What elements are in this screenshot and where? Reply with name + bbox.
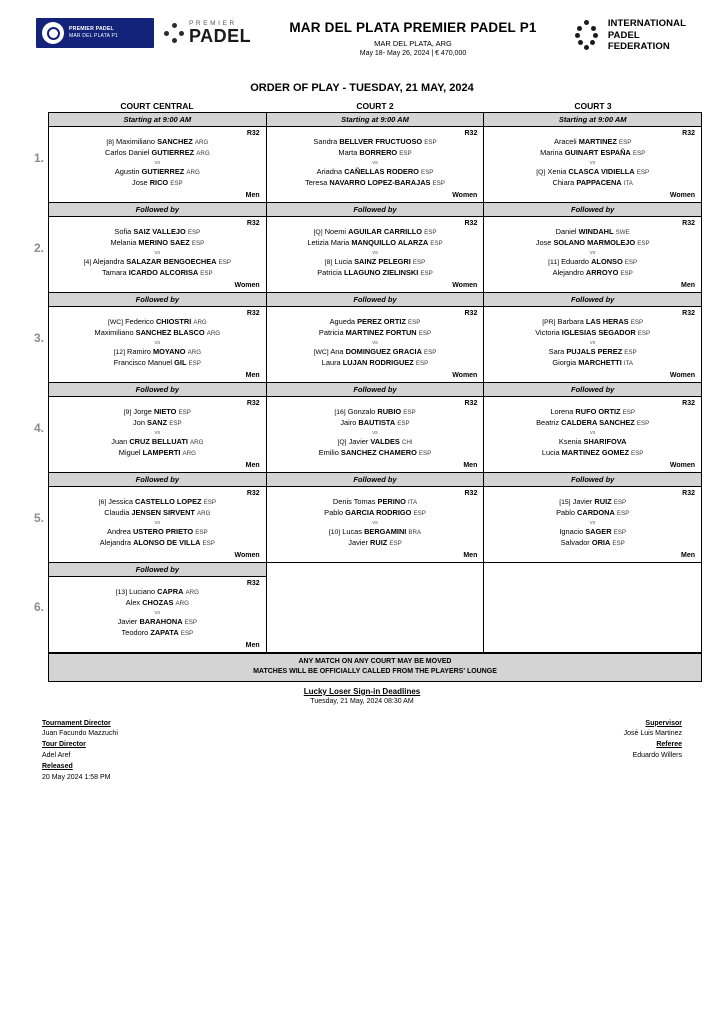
court-header-1: COURT 2 (356, 101, 394, 111)
match-box (484, 217, 701, 281)
team-top (273, 407, 478, 429)
player-entry: Teodoro ZAPATA ESP (121, 627, 194, 637)
round-tag: R32 (464, 489, 478, 497)
gender-label: Women (234, 281, 260, 289)
team-top (490, 497, 695, 519)
time-bar: Starting at 9:00 AM (484, 113, 701, 127)
document-footer (22, 719, 702, 784)
team-top (273, 497, 478, 519)
notice-line2: MATCHES WILL BE OFFICIALLY CALLED FROM THE PLAYERS' LOUNGE (253, 668, 497, 676)
court-cell (484, 383, 701, 472)
court-cell (49, 563, 267, 652)
player-entry: [WC] Ana DOMINGUEZ GRACIA ESP (313, 346, 437, 356)
round-tag: R32 (464, 130, 478, 137)
player-entry: Pablo CARDONA ESP (556, 507, 630, 517)
row-number: 4. (33, 420, 44, 435)
player-entry: Laura LUJAN RODRIGUEZ ESP (321, 357, 429, 367)
schedule-grid (48, 112, 702, 653)
round-tag: R32 (682, 130, 696, 137)
court-cell (267, 563, 485, 652)
court-cell (49, 113, 267, 202)
lucky-loser-title: Lucky Loser Sign-in Deadlines (303, 686, 421, 696)
time-bar: Followed by (484, 383, 701, 397)
round-tag: R32 (246, 309, 260, 317)
court-header-0: COURT CENTRAL (120, 101, 194, 111)
time-bar: Followed by (267, 203, 484, 217)
court-cell (49, 293, 267, 382)
time-bar: Followed by (49, 383, 266, 397)
premier-padel-badge (36, 18, 154, 48)
team-top (273, 317, 478, 339)
player-entry: Jon SANZ ESP (133, 417, 182, 427)
team-top (490, 137, 695, 159)
player-entry: [PR] Barbara LAS HERAS ESP (542, 316, 644, 326)
player-entry: Agueda PEREZ ORTIZ ESP (329, 316, 421, 326)
player-entry: Patricia LLAGUNO ZIELINSKI ESP (317, 267, 433, 277)
match-box (49, 487, 266, 551)
player-entry: Giorgia MARCHETTI ITA (552, 357, 633, 367)
round-tag: R32 (464, 309, 478, 317)
player-entry: Marina GUINART ESPAÑA ESP (540, 147, 646, 157)
player-entry: [15] Javier RUIZ ESP (559, 496, 627, 506)
row-number: 6. (33, 600, 44, 615)
player-entry: Teresa NAVARRO LOPEZ-BARAJAS ESP (305, 177, 445, 187)
team-bottom (55, 527, 260, 549)
title-block (251, 18, 575, 57)
padel-ball-icon (42, 22, 64, 44)
player-entry: Victoria IGLESIAS SEGADOR ESP (535, 327, 651, 337)
premier-padel-wordmark (164, 21, 251, 46)
player-entry: Andrea USTERO PRIETO ESP (107, 526, 208, 536)
lucky-loser-block (22, 687, 702, 705)
match-box (49, 217, 266, 281)
match-box (267, 127, 484, 191)
team-bottom (490, 437, 695, 459)
team-top (55, 137, 260, 159)
federation-logo (575, 18, 702, 53)
round-tag: R32 (464, 399, 478, 407)
match-box (267, 487, 484, 551)
footer-value: Eduardo Willers (632, 752, 682, 760)
player-entry: Maximiliano SANCHEZ BLASCO ARG (94, 327, 221, 337)
footer-left (42, 719, 118, 784)
vs-label: vs (154, 609, 161, 616)
player-entry: Javier RUIZ ESP (348, 537, 402, 547)
player-entry: Francisco Manuel GIL ESP (113, 357, 201, 367)
time-bar: Followed by (49, 293, 266, 307)
schedule-row (49, 563, 701, 652)
player-entry: Ignacio SAGER ESP (559, 526, 626, 536)
gender-label: Men (245, 461, 260, 469)
gender-label: Women (452, 371, 478, 379)
time-bar: Followed by (484, 203, 701, 217)
player-entry: [6] Jessica CASTELLO LOPEZ ESP (98, 496, 216, 506)
team-bottom (273, 527, 478, 549)
time-bar: Followed by (267, 473, 484, 487)
match-box (484, 307, 701, 371)
team-top (490, 227, 695, 249)
round-tag: R32 (464, 219, 478, 227)
match-box (49, 307, 266, 371)
footer-heading: Supervisor (645, 719, 682, 727)
time-bar: Followed by (484, 473, 701, 487)
player-entry: Ariadna CAÑELLAS RODERO ESP (316, 166, 434, 176)
gender-label: Men (463, 461, 478, 469)
player-entry: [16] Gonzalo RUBIO ESP (334, 406, 416, 416)
player-entry: Jose RICO ESP (132, 177, 183, 187)
vs-label: vs (372, 429, 378, 436)
vs-label: vs (154, 519, 161, 526)
court-cell (484, 113, 701, 202)
round-tag: R32 (246, 130, 260, 137)
vs-label: vs (589, 339, 596, 346)
player-entry: Patricia MARTINEZ FORTUN ESP (318, 327, 432, 337)
notice-box (48, 653, 702, 682)
court-header-2: COURT 3 (574, 101, 612, 111)
time-bar: Followed by (49, 563, 266, 577)
team-bottom (55, 167, 260, 189)
player-entry: [4] Alejandra SALAZAR BENGOECHEA ESP (83, 256, 231, 266)
schedule-row (49, 203, 701, 293)
time-bar: Followed by (49, 473, 266, 487)
court-cell (267, 383, 485, 472)
vs-label: vs (372, 519, 378, 526)
team-top (490, 407, 695, 429)
team-top (273, 227, 478, 249)
court-cell (484, 473, 701, 562)
player-entry: [9] Jorge NIETO ESP (123, 406, 191, 416)
wordmark-bottom: PADEL (189, 26, 252, 47)
team-top (55, 227, 260, 249)
player-entry: Lucia MARTINEZ GOMEZ ESP (541, 447, 644, 457)
row-number: 2. (33, 240, 44, 255)
schedule-sheet (22, 112, 702, 653)
badge-line1: PREMIER PADEL (69, 25, 114, 32)
player-entry: Ksenia SHARIFOVA (558, 436, 627, 446)
schedule-row (49, 473, 701, 563)
time-bar: Starting at 9:00 AM (49, 113, 266, 127)
vs-label: vs (589, 159, 596, 166)
court-cell (484, 293, 701, 382)
player-entry: [10] Lucas BERGAMINI BRA (328, 526, 422, 536)
gender-label: Men (463, 551, 478, 559)
footer-heading: Released (42, 763, 73, 770)
player-entry: Carlos Daniel GUTIERREZ ARG (105, 147, 210, 157)
notice-line1: ANY MATCH ON ANY COURT MAY BE MOVED (298, 657, 452, 665)
player-entry: [Q] Javier VALDES CHI (337, 436, 413, 446)
round-tag: R32 (246, 219, 260, 227)
ipf-mark-icon (575, 20, 601, 50)
row-number: 3. (33, 330, 44, 345)
player-entry: Juan CRUZ BELLUATI ARG (111, 436, 204, 446)
team-bottom (490, 167, 695, 189)
footer-value: 20 May 2024 1:58 PM (42, 773, 111, 781)
team-bottom (490, 257, 695, 279)
team-bottom (55, 257, 260, 279)
round-tag: R32 (682, 489, 696, 497)
federation-line1: INTERNATIONAL (607, 18, 686, 29)
player-entry: Marta BORRERO ESP (338, 147, 412, 157)
player-entry: [12] Ramiro MOYANO ARG (113, 346, 202, 356)
schedule-row (49, 383, 701, 473)
row-number: 1. (33, 150, 44, 165)
gender-label: Women (669, 461, 696, 469)
court-cell (267, 293, 485, 382)
schedule-row (49, 293, 701, 383)
tournament-dates-prize: May 18- May 26, 2024 | € 470,000 (359, 49, 467, 57)
player-entry: Salvador ORIA ESP (560, 537, 625, 547)
round-tag: R32 (682, 309, 696, 317)
gender-label: Men (681, 281, 696, 289)
court-cell (484, 203, 701, 292)
vs-label: vs (154, 429, 161, 436)
page-title: MAR DEL PLATA PREMIER PADEL P1 (289, 20, 537, 35)
time-bar: Followed by (484, 293, 701, 307)
player-entry: Lorena RUFO ORTIZ ESP (550, 406, 636, 416)
footer-heading: Tournament Director (42, 719, 111, 727)
team-top (55, 587, 260, 609)
court-cell (267, 113, 485, 202)
tournament-location: MAR DEL PLATA, ARG (374, 38, 452, 48)
player-entry: Alejandro ARROYO ESP (552, 267, 633, 277)
match-box (484, 127, 701, 191)
player-entry: Jairo BAUTISTA ESP (340, 417, 410, 427)
player-entry: Alejandra ALONSO DE VILLA ESP (99, 537, 215, 547)
vs-label: vs (589, 429, 596, 436)
gender-label: Women (669, 371, 696, 379)
team-bottom (490, 527, 695, 549)
player-entry: [8] Maximiliano SANCHEZ ARG (106, 137, 209, 146)
team-bottom (55, 347, 260, 369)
team-bottom (273, 257, 478, 279)
gender-label: Men (245, 191, 260, 199)
wordmark-top: PREMIER (189, 19, 237, 27)
row-number: 5. (33, 510, 44, 525)
player-entry: Daniel WINDAHL SWE (555, 226, 630, 236)
team-bottom (273, 347, 478, 369)
player-entry: Letizia Maria MANQUILLO ALARZA ESP (307, 237, 443, 247)
vs-label: vs (372, 249, 378, 256)
match-box (49, 577, 266, 641)
lucky-loser-detail: Tuesday, 21 May, 2024 08:30 AM (310, 697, 414, 705)
vs-label: vs (589, 519, 596, 526)
gender-label: Women (452, 281, 478, 289)
player-entry: Javier BARAHONA ESP (117, 616, 198, 626)
match-box (484, 487, 701, 551)
team-bottom (273, 437, 478, 459)
footer-heading: Referee (656, 741, 682, 749)
player-entry: Agustin GUTIERREZ ARG (114, 166, 200, 176)
player-entry: [13] Luciano CAPRA ARG (115, 586, 199, 596)
player-entry: Miguel LAMPERTI ARG (118, 447, 196, 457)
player-entry: Alex CHOZAS ARG (125, 597, 189, 607)
team-top (490, 317, 695, 339)
team-bottom (55, 437, 260, 459)
vs-label: vs (154, 339, 161, 346)
team-top (55, 317, 260, 339)
gender-label: Women (234, 551, 260, 559)
court-cell (49, 473, 267, 562)
player-entry: [Q] Noemi AGUILAR CARRILLO ESP (313, 226, 437, 236)
vs-label: vs (154, 159, 161, 166)
order-of-play-title: ORDER OF PLAY - TUESDAY, 21 MAY, 2024 (250, 82, 474, 94)
player-entry: [Q] Xenia CLASCA VIDIELLA ESP (536, 166, 650, 176)
court-cell (267, 203, 485, 292)
player-entry: Emilio SANCHEZ CHAMERO ESP (318, 447, 432, 457)
document-header (22, 18, 702, 76)
time-bar: Followed by (49, 203, 266, 217)
vs-label: vs (154, 249, 161, 256)
player-entry: Tamara ICARDO ALCORISA ESP (101, 267, 213, 277)
gender-label: Men (245, 641, 260, 649)
match-box (49, 127, 266, 191)
gender-label: Men (681, 551, 696, 559)
gender-label: Men (245, 371, 260, 379)
court-cell (49, 203, 267, 292)
footer-right (624, 719, 682, 784)
player-entry: Pablo GARCIA RODRIGO ESP (324, 507, 426, 517)
match-box (267, 217, 484, 281)
footer-value: José Luis Martinez (623, 730, 682, 738)
flower-dots-icon (164, 23, 184, 43)
team-top (55, 497, 260, 519)
time-bar: Starting at 9:00 AM (267, 113, 484, 127)
time-bar: Followed by (267, 293, 484, 307)
federation-line3: FEDERATION (607, 41, 670, 53)
team-bottom (273, 167, 478, 189)
player-entry: [8] Lucia SAINZ PELEGRI ESP (324, 256, 426, 266)
footer-value: Juan Facundo Mazzuchi (42, 730, 118, 738)
team-top (55, 407, 260, 429)
round-tag: R32 (682, 219, 696, 227)
vs-label: vs (372, 339, 378, 346)
player-entry: Chiara PAPPACENA ITA (552, 177, 633, 187)
player-entry: Claudia JENSEN SIRVENT ARG (104, 507, 211, 517)
player-entry: Melania MERINO SAEZ ESP (110, 237, 205, 247)
player-entry: Sara PUJALS PEREZ ESP (548, 346, 637, 356)
court-cell (484, 563, 701, 652)
player-entry: Denis Tomas PERINO ITA (332, 496, 418, 506)
row-number-column (22, 112, 48, 653)
court-cell (267, 473, 485, 562)
court-headers (48, 101, 702, 111)
round-tag: R32 (682, 399, 696, 407)
round-tag: R32 (246, 489, 260, 497)
tournament-logos (22, 18, 251, 48)
footer-heading: Tour Director (42, 741, 86, 749)
time-bar: Followed by (267, 383, 484, 397)
player-entry: Araceli MARTINEZ ESP (554, 137, 632, 146)
team-bottom (55, 617, 260, 639)
player-entry: Sofia SAIZ VALLEJO ESP (114, 226, 201, 236)
court-cell (49, 383, 267, 472)
player-entry: Jose SOLANO MARMOLEJO ESP (535, 237, 650, 247)
schedule-row (49, 113, 701, 203)
round-tag: R32 (246, 399, 260, 407)
match-box (49, 397, 266, 461)
player-entry: [WC] Federico CHIOSTRI ARG (107, 316, 207, 326)
vs-label: vs (589, 249, 596, 256)
match-box (267, 307, 484, 371)
federation-line2: PADEL (607, 29, 640, 41)
team-top (273, 137, 478, 159)
footer-value: Adel Aref (42, 752, 71, 760)
player-entry: Beatriz CALDERA SANCHEZ ESP (536, 417, 650, 427)
gender-label: Women (452, 191, 478, 199)
match-box (484, 397, 701, 461)
badge-line2: MAR DEL PLATA P1 (69, 33, 118, 39)
player-entry: [11] Eduardo ALONSO ESP (548, 256, 638, 266)
round-tag: R32 (246, 579, 260, 587)
vs-label: vs (372, 159, 378, 166)
gender-label: Women (669, 191, 696, 199)
player-entry: Sandra BELLVER FRUCTUOSO ESP (313, 137, 437, 146)
match-box (267, 397, 484, 461)
team-bottom (490, 347, 695, 369)
